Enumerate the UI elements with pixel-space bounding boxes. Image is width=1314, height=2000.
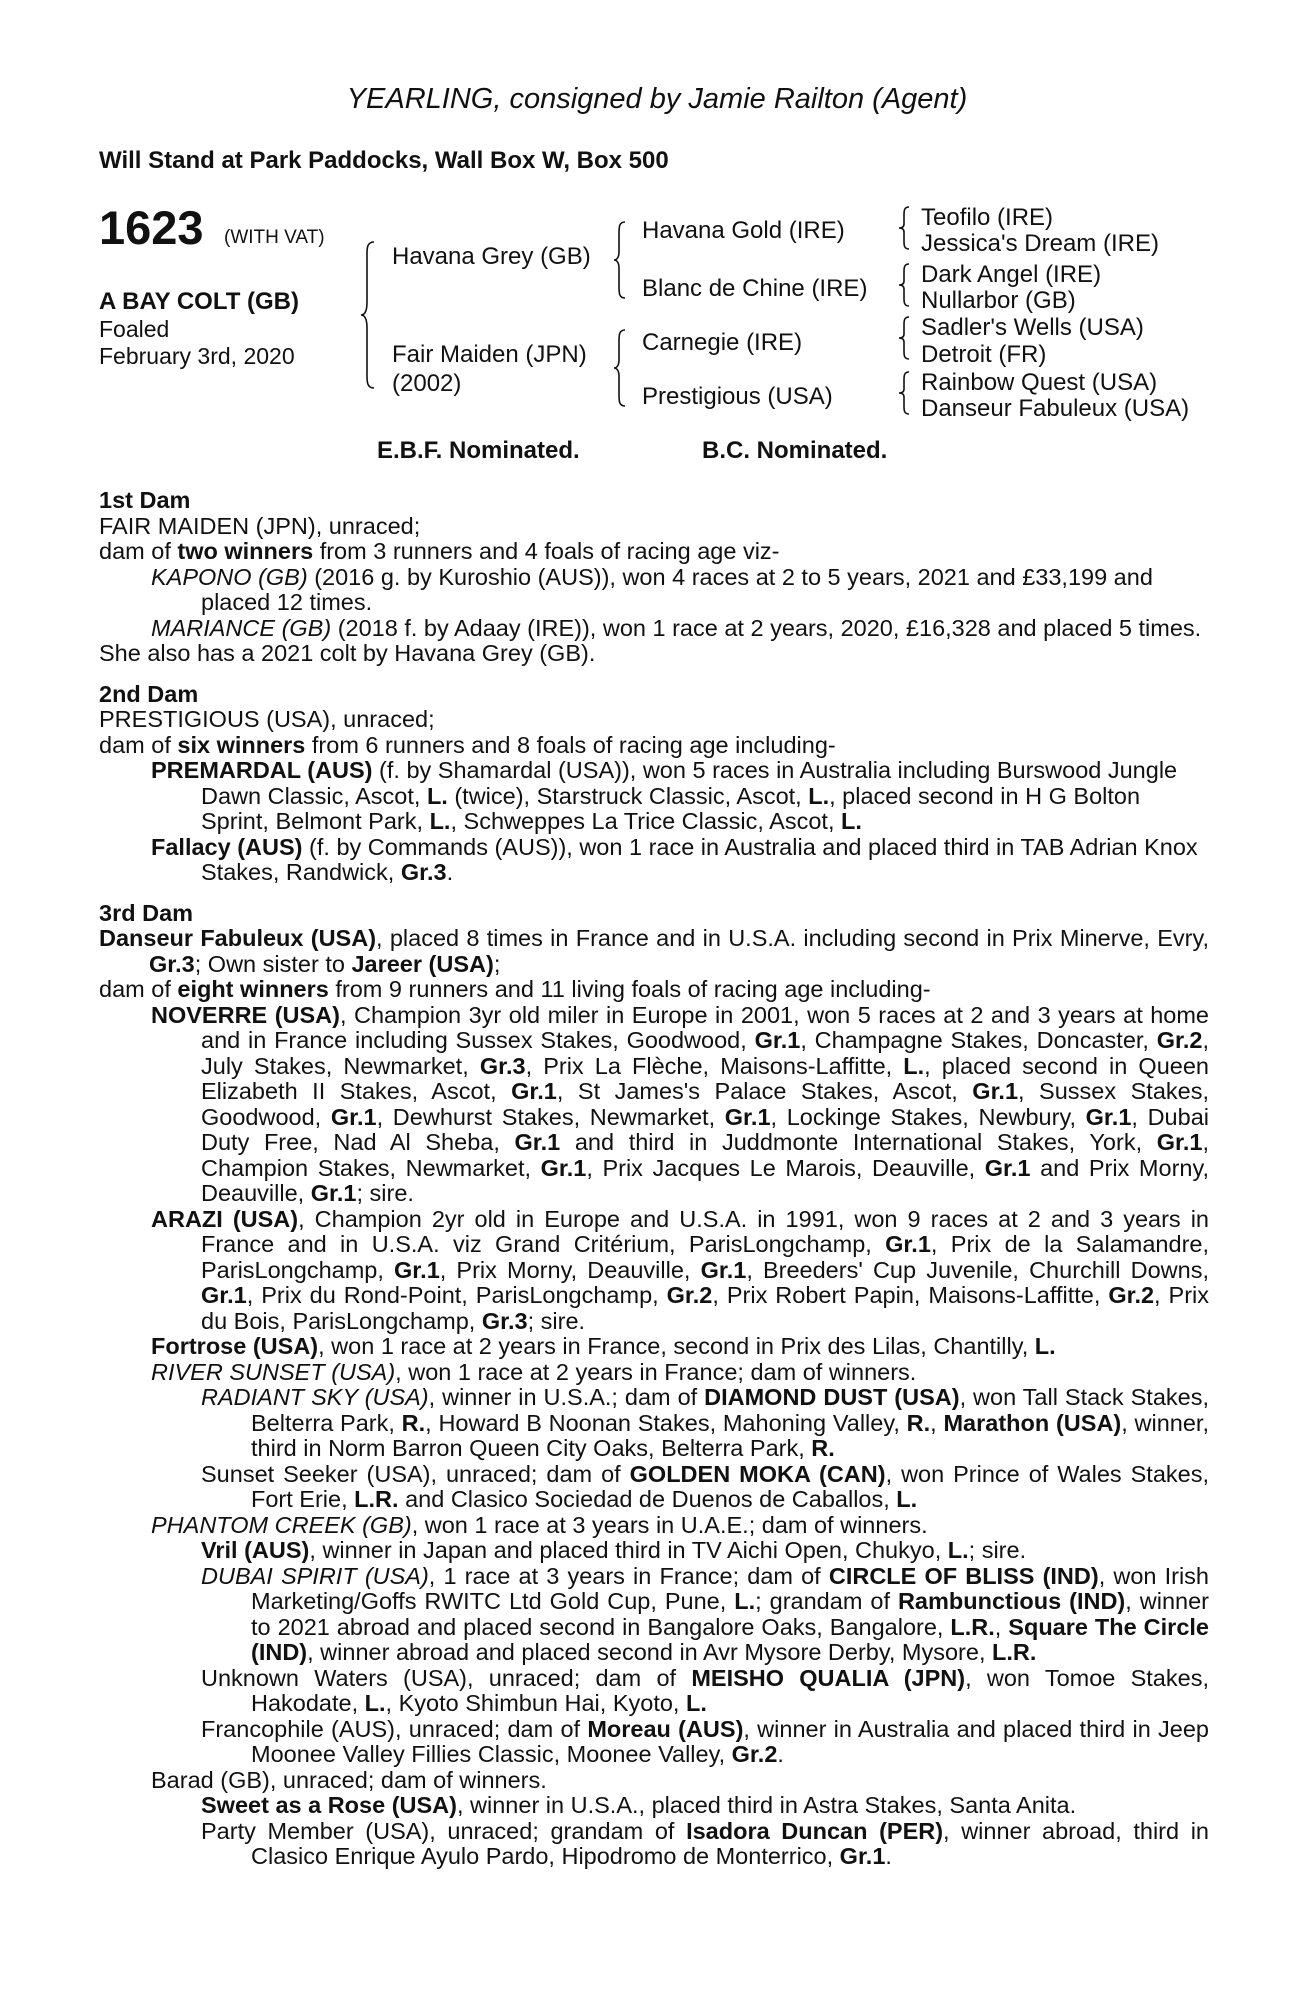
- catalogue-paragraph: [99, 514, 1209, 540]
- bold-text: MEISHO QUALIA (JPN): [691, 1664, 966, 1691]
- bold-text: CIRCLE OF BLISS (IND): [828, 1562, 1099, 1589]
- bold-text: Rambunctious (IND): [897, 1588, 1126, 1614]
- bold-text: Gr.1: [330, 1103, 377, 1130]
- bold-text: L.: [734, 1588, 756, 1614]
- italic-text: DUBAI SPIRIT (USA): [201, 1562, 429, 1589]
- bold-text: L.: [947, 1537, 969, 1563]
- bold-text: two winners: [177, 538, 314, 564]
- catalogue-title: YEARLING, consigned by Jamie Railton (Agent): [346, 83, 968, 115]
- bold-text: L.: [903, 1052, 925, 1079]
- bold-text: eight winners: [177, 976, 329, 1002]
- bold-text: Gr.1: [885, 1231, 931, 1257]
- bold-text: Gr.3: [479, 1052, 526, 1079]
- text-run: and Clasico Sociedad de Duenos de Caballos,: [398, 1486, 897, 1512]
- text-run: , winner to 2021 abroad and placed second in Bangalore Oaks, Bangalore,: [251, 1588, 1209, 1640]
- text-run: ; sire.: [527, 1307, 586, 1334]
- catalogue-paragraph: [151, 1334, 1209, 1360]
- text-run: , won 1 race at 3 years in U.A.E.; dam of winners.: [411, 1511, 928, 1538]
- pedigree-brace-g1: [897, 205, 911, 251]
- bold-text: Jareer (USA): [351, 950, 494, 977]
- catalogue-paragraph: [151, 1003, 1209, 1207]
- dam-sire-name: Carnegie (IRE): [642, 329, 803, 356]
- bold-text: Sweet as a Rose (USA): [201, 1792, 457, 1818]
- bold-text: R.: [906, 1409, 931, 1436]
- text-run: FAIR MAIDEN (JPN), unraced;: [99, 512, 421, 539]
- pedigree-brace-g2: [897, 262, 911, 308]
- bold-text: L.R.: [354, 1486, 399, 1512]
- text-run: Unknown Waters (USA), unraced; dam of: [201, 1664, 692, 1691]
- text-run: , winner abroad, third in Clasico Enrique Ayulo Pardo, Hipodromo de Monterrico,: [251, 1817, 1209, 1869]
- text-run: 2nd Dam: [99, 680, 199, 707]
- text-run: , Schweppes La Trice Classic, Ascot,: [450, 808, 841, 834]
- text-run: from 9 runners and 11 living foals of racing age including-: [328, 976, 931, 1002]
- bold-text: Gr.1: [1156, 1129, 1203, 1155]
- bold-text: Gr.1: [514, 1129, 561, 1155]
- dam-year: (2002): [392, 370, 462, 397]
- catalogue-paragraph: [201, 1564, 1209, 1666]
- ancestor-1: Teofilo (IRE): [921, 204, 1054, 231]
- text-run: She also has a 2021 colt by Havana Grey (GB).: [99, 640, 596, 666]
- text-run: , Champagne Stakes, Doncaster,: [800, 1027, 1157, 1053]
- bold-text: Gr.1: [540, 1154, 587, 1181]
- text-run: 3rd Dam: [99, 899, 194, 926]
- catalogue-paragraph: [151, 565, 1209, 616]
- catalogue-paragraph: [99, 539, 1209, 565]
- text-run: (f. by Commands (AUS)), won 1 race in Australia and placed third in TAB Adrian Knox Stakes, Randwick,: [201, 833, 1198, 885]
- text-run: (f. by Shamardal (USA)), won 5 races in Australia including Burswood Jungle Dawn Classic, Ascot,: [201, 757, 1178, 809]
- catalogue-paragraph: [201, 1717, 1209, 1768]
- catalogue-paragraph: [99, 733, 1209, 759]
- sire-sire-name: Havana Gold (IRE): [642, 217, 845, 244]
- italic-text: RIVER SUNSET (USA): [151, 1358, 396, 1385]
- bold-text: GOLDEN MOKA (CAN): [629, 1460, 886, 1487]
- text-run: ;: [493, 950, 501, 977]
- italic-text: MARIANCE (GB): [151, 614, 332, 641]
- text-run: , St James's Palace Stakes, Ascot,: [556, 1078, 973, 1104]
- text-run: , Sussex Stakes, Goodwood,: [201, 1078, 1209, 1130]
- text-run: Party Member (USA), unraced; grandam of: [201, 1817, 687, 1844]
- bold-text: R.: [811, 1435, 835, 1461]
- bold-text: six winners: [177, 731, 306, 758]
- dam-name: Fair Maiden (JPN): [392, 341, 587, 368]
- stand-location: Will Stand at Park Paddocks, Wall Box W, Box 500: [99, 147, 669, 174]
- bold-text: Gr.3: [481, 1307, 528, 1334]
- text-run: , Prix du Bois, ParisLongchamp,: [201, 1282, 1210, 1334]
- text-run: , Prix Jacques Le Marois, Deauville,: [586, 1154, 985, 1181]
- text-run: , placed second in H G Bolton Sprint, Belmont Park,: [201, 782, 1141, 834]
- bold-text: Gr.2: [666, 1282, 713, 1308]
- catalogue-paragraph: [151, 1768, 1209, 1794]
- catalogue-paragraph: [99, 641, 1209, 667]
- ebf-nomination: E.B.F. Nominated.: [377, 437, 580, 464]
- bold-text: L.R.: [992, 1639, 1037, 1665]
- ancestor-4: Nullarbor (GB): [921, 287, 1076, 314]
- dam-dam-name: Prestigious (USA): [642, 383, 833, 410]
- catalogue-paragraph: [151, 758, 1209, 835]
- catalogue-paragraph: [201, 1385, 1209, 1462]
- text-run: , placed second in Queen Elizabeth II Stakes, Ascot,: [201, 1052, 1209, 1104]
- bold-text: L.: [426, 782, 448, 809]
- catalogue-paragraph: [151, 1513, 1209, 1539]
- text-run: ,: [994, 1613, 1009, 1640]
- sire-name: Havana Grey (GB): [392, 243, 591, 270]
- text-run: and Prix Morny, Deauville,: [201, 1154, 1210, 1206]
- bold-text: Gr.1: [394, 1256, 440, 1283]
- bold-text: Gr.1: [839, 1843, 886, 1869]
- text-run: , Prix Robert Papin, Maisons-Laffitte,: [712, 1282, 1109, 1308]
- text-run: , Champion 2yr old in Europe and U.S.A. in 1991, won 9 races at 2 and 3 years in France and in U.S.A. viz Grand Critérium, ParisLongchamp,: [201, 1205, 1209, 1257]
- pedigree-brace-g3: [897, 315, 911, 361]
- bold-text: Gr.1: [972, 1078, 1019, 1104]
- text-run: ; sire.: [968, 1537, 1027, 1563]
- text-run: Sunset Seeker (USA), unraced; dam of: [201, 1460, 630, 1487]
- italic-text: PHANTOM CREEK (GB): [151, 1511, 412, 1538]
- bold-text: Vril (AUS): [201, 1537, 310, 1563]
- bold-text: Isadora Duncan (PER): [686, 1817, 944, 1844]
- section-heading: [99, 901, 1209, 927]
- text-run: , Prix Morny, Deauville,: [439, 1256, 701, 1283]
- catalogue-paragraph: [201, 1538, 1209, 1564]
- text-run: (twice), Starstruck Classic, Ascot,: [447, 782, 809, 809]
- text-run: and third in Juddmonte International Stakes, York,: [560, 1129, 1157, 1155]
- bold-text: Gr.1: [1085, 1103, 1132, 1130]
- text-run: .: [446, 859, 454, 885]
- text-run: , Breeders' Cup Juvenile, Churchill Downs,: [746, 1256, 1209, 1283]
- text-run: , Lockinge Stakes, Newbury,: [770, 1103, 1086, 1130]
- text-run: , Champion 3yr old miler in Europe in 2001, won 5 races at 2 and 3 years at home and in France including Sussex Stakes, Goodwood,: [201, 1001, 1209, 1053]
- bold-text: Danseur Fabuleux (USA): [99, 925, 377, 951]
- catalogue-paragraph: [99, 926, 1209, 977]
- text-run: , winner abroad and placed second in Avr Mysore Derby, Mysore,: [307, 1639, 993, 1665]
- text-run: , Howard B Noonan Stakes, Mahoning Valley,: [425, 1409, 907, 1436]
- section-heading: [99, 682, 1209, 708]
- text-run: dam of: [99, 731, 178, 758]
- text-run: , 1 race at 3 years in France; dam of: [428, 1562, 829, 1589]
- text-run: Francophile (AUS), unraced; dam of: [201, 1715, 588, 1742]
- text-run: , July Stakes, Newmarket,: [201, 1027, 1210, 1079]
- pedigree-brace-main: [360, 240, 376, 390]
- bold-text: L.: [429, 808, 451, 834]
- text-run: , winner in Australia and placed third in Jeep Moonee Valley Fillies Classic, Moonee Valley,: [251, 1715, 1209, 1767]
- bold-text: L.R.: [950, 1613, 995, 1640]
- pedigree-brace-dam: [613, 328, 627, 408]
- bold-text: L.: [808, 782, 830, 809]
- text-run: ,: [930, 1409, 944, 1436]
- italic-text: RADIANT SKY (USA): [201, 1384, 429, 1410]
- bold-text: Gr.1: [724, 1103, 771, 1130]
- bold-text: Gr.2: [1156, 1027, 1203, 1053]
- catalogue-paragraph: [151, 616, 1209, 642]
- text-run: , Prix du Rond-Point, ParisLongchamp,: [246, 1282, 667, 1308]
- ancestor-6: Detroit (FR): [921, 341, 1047, 368]
- bold-text: Fallacy (AUS): [151, 833, 303, 860]
- foaled-date: February 3rd, 2020: [99, 343, 295, 369]
- text-run: , won Prince of Wales Stakes, Fort Erie,: [251, 1460, 1210, 1512]
- text-run: PRESTIGIOUS (USA), unraced;: [99, 706, 435, 732]
- bc-nomination: B.C. Nominated.: [702, 437, 888, 464]
- text-run: from 6 runners and 8 foals of racing age including-: [305, 731, 836, 758]
- bold-text: Fortrose (USA): [151, 1333, 319, 1359]
- bold-text: L.: [841, 808, 862, 834]
- text-run: .: [777, 1741, 784, 1767]
- catalogue-paragraph: [201, 1462, 1209, 1513]
- catalogue-paragraph: [151, 1207, 1209, 1335]
- catalogue-pages: [99, 488, 1209, 1870]
- bold-text: Square The Circle (IND): [251, 1613, 1209, 1665]
- catalogue-paragraph: [201, 1819, 1209, 1870]
- ancestor-5: Sadler's Wells (USA): [921, 314, 1144, 341]
- bold-text: PREMARDAL (AUS): [151, 757, 373, 783]
- text-run: , won 1 race at 2 years in France, second in Prix des Lilas, Chantilly,: [318, 1333, 1035, 1359]
- text-run: , Kyoto Shimbun Hai, Kyoto,: [385, 1690, 686, 1716]
- bold-text: Gr.2: [731, 1741, 778, 1767]
- text-run: (2018 f. by Adaay (IRE)), won 1 race at 2 years, 2020, £16,328 and placed 5 times.: [331, 614, 1202, 641]
- bold-text: Gr.1: [201, 1282, 247, 1308]
- bold-text: Gr.1: [511, 1078, 557, 1104]
- pedigree-brace-sire: [613, 220, 627, 300]
- bold-text: Gr.1: [754, 1027, 801, 1053]
- italic-text: KAPONO (GB): [151, 563, 308, 590]
- ancestor-7: Rainbow Quest (USA): [921, 369, 1158, 396]
- text-run: , won Tall Stack Stakes, Belterra Park,: [251, 1384, 1209, 1436]
- text-run: , Prix de la Salamandre, ParisLongchamp,: [201, 1231, 1209, 1283]
- catalogue-paragraph: [99, 977, 1209, 1003]
- text-run: from 3 runners and 4 foals of racing age viz-: [313, 538, 780, 564]
- bold-text: L.: [896, 1486, 918, 1512]
- bold-text: Gr.3: [149, 950, 195, 977]
- text-run: , won 1 race at 2 years in France; dam of winners.: [395, 1358, 917, 1385]
- text-run: (2016 g. by Kuroshio (AUS)), won 4 races at 2 to 5 years, 2021 and £33,199 and placed 12 times.: [201, 563, 1153, 615]
- bold-text: Gr.2: [1108, 1282, 1155, 1308]
- bold-text: R.: [401, 1409, 426, 1436]
- ancestor-3: Dark Angel (IRE): [921, 261, 1102, 288]
- text-run: dam of: [99, 976, 178, 1002]
- text-run: , winner in U.S.A.; dam of: [428, 1384, 705, 1410]
- bold-text: L.: [364, 1690, 386, 1716]
- ancestor-8: Danseur Fabuleux (USA): [921, 395, 1190, 422]
- section-heading: [99, 488, 1209, 514]
- bold-text: Gr.1: [700, 1256, 747, 1283]
- bold-text: L.: [1034, 1333, 1056, 1359]
- bold-text: Gr.3: [400, 859, 447, 885]
- text-run: , Dubai Duty Free, Nad Al Sheba,: [201, 1103, 1209, 1155]
- catalogue-paragraph: [201, 1793, 1209, 1819]
- ancestor-2: Jessica's Dream (IRE): [921, 230, 1159, 257]
- pedigree-brace-g4: [897, 370, 911, 416]
- lot-number: 1623: [99, 201, 204, 254]
- catalogue-paragraph: [151, 835, 1209, 886]
- catalogue-paragraph: [151, 1360, 1209, 1386]
- text-run: 1st Dam: [99, 487, 191, 513]
- bold-text: L.: [685, 1690, 707, 1716]
- text-run: , placed 8 times in France and in U.S.A. including second in Prix Minerve, Evry,: [376, 925, 1209, 951]
- vat-note: (WITH VAT): [224, 227, 325, 248]
- foaled-label: Foaled: [99, 316, 170, 342]
- bold-text: NOVERRE (USA): [151, 1001, 340, 1028]
- text-run: .: [885, 1843, 892, 1869]
- text-run: , Dewhurst Stakes, Newmarket,: [376, 1103, 725, 1130]
- text-run: Barad (GB), unraced; dam of winners.: [151, 1766, 547, 1793]
- text-run: ; Own sister to: [194, 950, 352, 977]
- bold-text: Gr.1: [984, 1154, 1031, 1181]
- text-run: dam of: [99, 538, 178, 564]
- bold-text: ARAZI (USA): [151, 1205, 299, 1232]
- bold-text: Gr.1: [310, 1180, 357, 1206]
- sire-dam-name: Blanc de Chine (IRE): [642, 275, 868, 302]
- text-run: ; grandam of: [755, 1588, 898, 1614]
- catalogue-paragraph: [99, 707, 1209, 733]
- text-run: , Prix La Flèche, Maisons-Laffitte,: [525, 1052, 904, 1079]
- text-run: ; sire.: [356, 1180, 414, 1206]
- lot-description: A BAY COLT (GB): [99, 288, 300, 315]
- catalogue-paragraph: [201, 1666, 1209, 1717]
- text-run: , Champion Stakes, Newmarket,: [201, 1129, 1209, 1181]
- text-run: , winner, third in Norm Barron Queen City Oaks, Belterra Park,: [251, 1409, 1209, 1461]
- bold-text: Moreau (AUS): [587, 1715, 744, 1742]
- text-run: , winner in U.S.A., placed third in Astra Stakes, Santa Anita.: [456, 1792, 1077, 1818]
- bold-text: Marathon (USA): [943, 1409, 1122, 1436]
- text-run: , won Tomoe Stakes, Hakodate,: [251, 1664, 1209, 1716]
- text-run: , won Irish Marketing/Goffs RWITC Ltd Gold Cup, Pune,: [251, 1562, 1210, 1614]
- text-run: , winner in Japan and placed third in TV Aichi Open, Chukyo,: [309, 1537, 948, 1563]
- bold-text: DIAMOND DUST (USA): [704, 1384, 960, 1410]
